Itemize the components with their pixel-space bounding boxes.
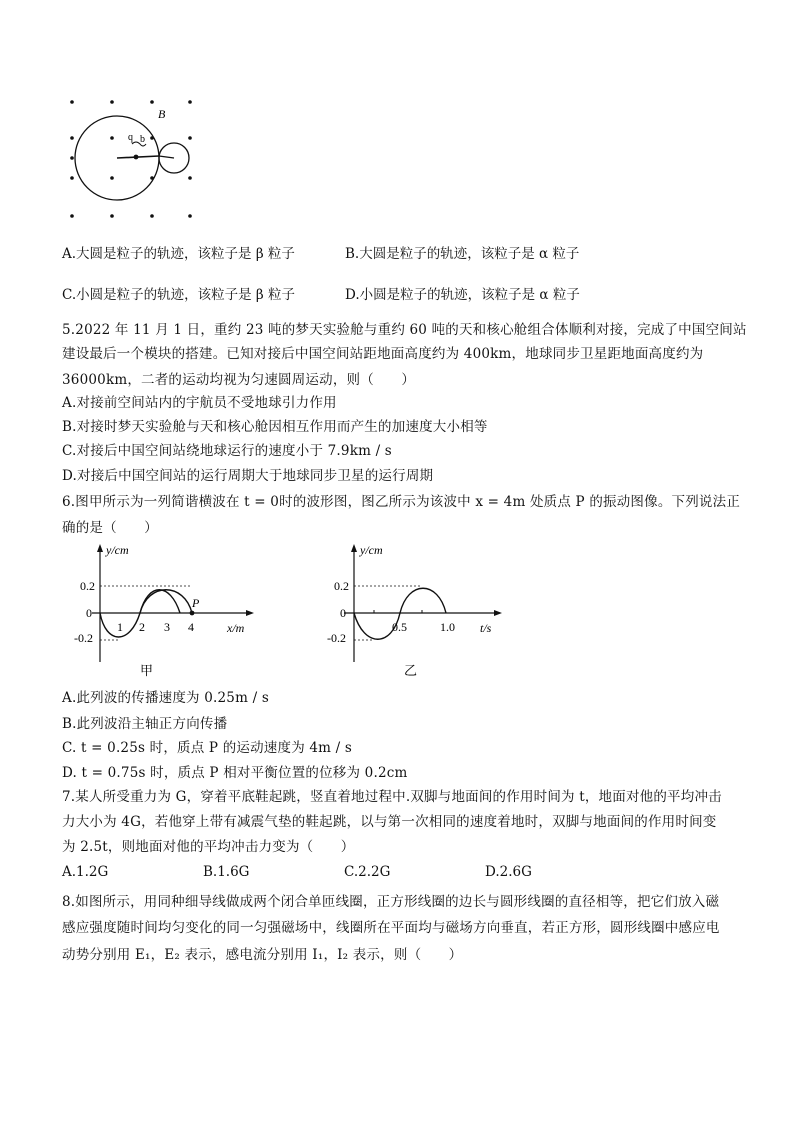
charge-label: q [128,132,133,143]
jia-ytick-top: 0.2 [80,579,95,593]
q4-option-c[interactable]: C.小圆是粒子的轨迹，该粒子是 β 粒子 [62,287,296,303]
yi-xtick-10: 1.0 [440,620,455,634]
q5-option-c[interactable]: C.对接后中国空间站绕地球运行的速度小于 7.9km / s [62,443,392,459]
yi-xlabel: t/s [480,621,492,635]
q5-option-d[interactable]: D.对接后中国空间站的运行周期大于地球同步卫星的运行周期 [62,468,434,484]
q7-option-d[interactable]: D.2.6G [485,864,532,880]
q4-option-d[interactable]: D.小圆是粒子的轨迹，该粒子是 α 粒子 [345,287,580,303]
jia-ytick-zero: 0 [86,606,92,620]
jia-xtick-1: 1 [117,620,123,634]
q8-stem-line1: 8.如图所示，用同种细导线做成两个闭合单匝线圈，正方形线圈的边长与圆形线圈的直径相等，把它们放入磁 [62,894,720,910]
q7-option-b[interactable]: B.1.6G [203,864,250,880]
q6-option-d[interactable]: D. t = 0.75s 时，质点 P 相对平衡位置的位移为 0.2cm [62,765,408,781]
q4-option-a[interactable]: A.大圆是粒子的轨迹，该粒子是 β 粒子 [62,246,295,262]
jia-ylabel: y/cm [106,543,129,557]
yi-ytick-zero: 0 [340,606,346,620]
q7-option-a[interactable]: A.1.2G [62,864,109,880]
vibration-graph-yi [322,540,512,685]
q8-stem-line2: 感应强度随时间均匀变化的同一匀强磁场中，线圈所在平面均与磁场方向垂直，若正方形，圆形线圈中感应电 [62,920,720,936]
jia-xtick-4: 4 [188,620,194,634]
q8-stem-line3: 动势分别用 E₁，E₂ 表示，感电流分别用 I₁，I₂ 表示，则（ ） [62,947,463,963]
jia-xlabel: x/m [227,621,245,635]
jia-ytick-bottom: -0.2 [74,631,93,645]
wave-graph-jia [74,540,262,685]
q6-option-b[interactable]: B.此列波沿主轴正方向传播 [62,716,228,732]
jia-xtick-3: 3 [164,620,170,634]
q6-stem-line1: 6.图甲所示为一列简谐横波在 t = 0时的波形图，图乙所示为该波中 x = 4m 处质点 P 的振动图像。下列说法正 [62,494,741,510]
q7-stem-line2: 力大小为 4G，若他穿上带有减震气垫的鞋起跳，以与第一次相同的速度着地时，双脚与地面间的作用时间变 [62,814,717,830]
q5-option-a[interactable]: A.对接前空间站内的宇航员不受地球引力作用 [62,395,337,411]
q5-stem-line1: 5.2022 年 11 月 1 日，重约 23 吨的梦天实验舱与重约 60 吨的天和核心舱组合体顺利对接，完成了中国空间站 [62,322,747,338]
yi-ytick-top: 0.2 [334,579,349,593]
mark-label: b [140,134,145,145]
magnetic-field-figure [62,94,212,224]
q5-stem-line2: 建设最后一个模块的搭建。已知对接后中国空间站距地面高度约为 400km，地球同步卫星距地面高度约为 [62,346,704,362]
q7-stem-line3: 为 2.5t，则地面对他的平均冲击力变为（ ） [62,839,355,855]
q6-option-c[interactable]: C. t = 0.25s 时，质点 P 的运动速度为 4m / s [62,740,353,756]
yi-xtick-05: 0.5 [392,620,407,634]
jia-point-label: P [192,596,200,610]
q7-stem-line1: 7.某人所受重力为 G，穿着平底鞋起跳，竖直着地过程中.双脚与地面间的作用时间为 t，地面对他的平均冲击 [62,789,722,805]
q5-stem-line3: 36000km，二者的运动均视为匀速圆周运动，则（ ） [62,372,416,388]
jia-caption: 甲 [140,663,154,678]
q6-option-a[interactable]: A.此列波的传播速度为 0.25m / s [62,690,269,706]
q4-option-b[interactable]: B.大圆是粒子的轨迹，该粒子是 α 粒子 [345,246,580,262]
q6-stem-line2: 确的是（ ） [62,520,158,536]
q7-option-c[interactable]: C.2.2G [344,864,391,880]
jia-xtick-2: 2 [139,620,145,634]
yi-ylabel: y/cm [360,543,383,557]
field-label-b: B [158,107,166,121]
yi-ytick-bottom: -0.2 [327,631,346,645]
q5-option-b[interactable]: B.对接时梦天实验舱与天和核心舱因相互作用而产生的加速度大小相等 [62,419,488,435]
point-p [190,611,195,616]
yi-caption: 乙 [404,663,418,678]
